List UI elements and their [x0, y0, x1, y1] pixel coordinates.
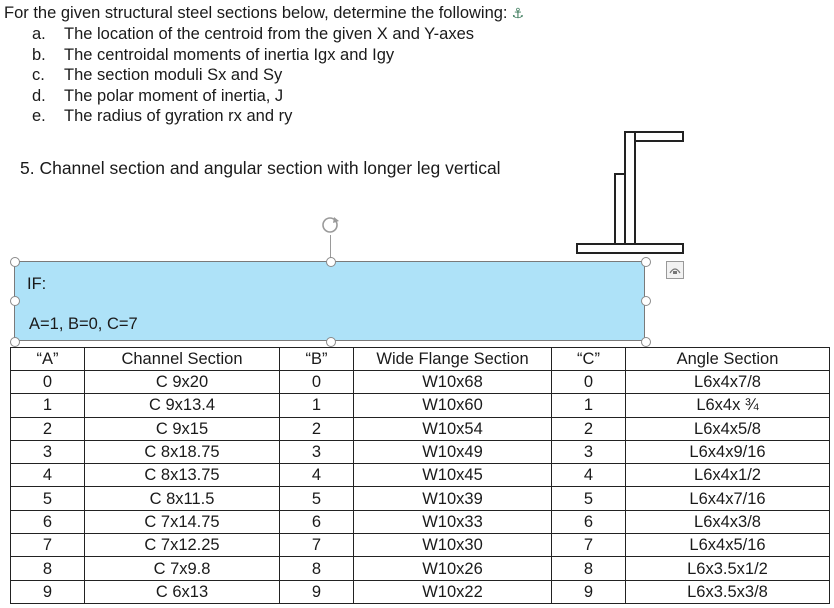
table-cell: L6x4x5/8 [626, 417, 830, 440]
table-cell: L6x4x7/8 [626, 371, 830, 394]
header-b: “B” [280, 348, 354, 371]
table-cell: 0 [11, 371, 85, 394]
table-cell: 8 [552, 557, 626, 580]
table-cell: 6 [552, 510, 626, 533]
table-cell: 1 [552, 394, 626, 417]
table-cell: C 7x9.8 [85, 557, 280, 580]
table-cell: W10x54 [354, 417, 552, 440]
header-wide-flange: Wide Flange Section [354, 348, 552, 371]
table-cell: L6x3.5x3/8 [626, 580, 830, 603]
table-cell: 9 [11, 580, 85, 603]
table-cell: 1 [280, 394, 354, 417]
table-cell: L6x4x5/16 [626, 534, 830, 557]
resize-handle[interactable] [326, 257, 336, 267]
table-cell: W10x39 [354, 487, 552, 510]
table-row [11, 394, 830, 417]
table-cell: C 6x13 [85, 580, 280, 603]
table-cell: 1 [11, 394, 85, 417]
table-header-row [11, 348, 830, 371]
table-cell: L6x4x3/8 [626, 510, 830, 533]
table-cell: L6x3.5x1/2 [626, 557, 830, 580]
table-cell: L6x4x1/2 [626, 464, 830, 487]
table-cell: 5 [280, 487, 354, 510]
table-cell: W10x26 [354, 557, 552, 580]
resize-handle[interactable] [641, 296, 651, 306]
table-cell: W10x60 [354, 394, 552, 417]
table-cell: 6 [11, 510, 85, 533]
table-cell: C 9x15 [85, 417, 280, 440]
table-cell: 2 [552, 417, 626, 440]
resize-handle[interactable] [641, 257, 651, 267]
table-row [11, 580, 830, 603]
resize-handle[interactable] [10, 296, 20, 306]
table-cell: C 7x14.75 [85, 510, 280, 533]
table-row [11, 417, 830, 440]
table-cell: 3 [552, 440, 626, 463]
if-label: IF: [27, 275, 47, 293]
table-cell: W10x22 [354, 580, 552, 603]
table-cell: 2 [11, 417, 85, 440]
table-cell: 4 [11, 464, 85, 487]
table-cell: 6 [280, 510, 354, 533]
table-cell: 7 [552, 534, 626, 557]
list-item: b. The centroidal moments of inertia Igx and Igy [32, 45, 395, 64]
problem-statement: 5. Channel section and angular section with longer leg vertical [20, 158, 501, 178]
list-item: a. The location of the centroid from the given X and Y-axes [32, 25, 475, 43]
question-list [32, 24, 474, 127]
table-cell: 8 [11, 557, 85, 580]
table-cell: 8 [280, 557, 354, 580]
layout-options-icon[interactable] [666, 261, 684, 279]
resize-handle[interactable] [10, 337, 20, 347]
anchor-icon: ⚓ [511, 5, 525, 21]
table-cell: 0 [552, 371, 626, 394]
table-cell: 3 [11, 440, 85, 463]
resize-handle[interactable] [641, 337, 651, 347]
table-cell: 0 [280, 371, 354, 394]
table-row [11, 440, 830, 463]
header-c: “C” [552, 348, 626, 371]
resize-handle[interactable] [326, 337, 336, 347]
channel-web [625, 132, 635, 248]
intro-text: For the given structural steel sections below, determine the following: ⚓ [4, 4, 525, 22]
table-cell: C 9x13.4 [85, 394, 280, 417]
table-cell: 9 [552, 580, 626, 603]
table-row [11, 557, 830, 580]
table-cell: 7 [11, 534, 85, 557]
table-cell: 4 [280, 464, 354, 487]
table-cell: C 7x12.25 [85, 534, 280, 557]
table-cell: W10x33 [354, 510, 552, 533]
table-cell: 2 [280, 417, 354, 440]
angle-vertical-leg [615, 174, 625, 244]
table-cell: W10x49 [354, 440, 552, 463]
header-channel: Channel Section [85, 348, 280, 371]
table-cell: 5 [552, 487, 626, 510]
table-row [11, 510, 830, 533]
if-values: A=1, B=0, C=7 [29, 315, 138, 333]
channel-bottom-flange [577, 244, 683, 253]
header-a: “A” [11, 348, 85, 371]
table-cell: 7 [280, 534, 354, 557]
table-cell: W10x30 [354, 534, 552, 557]
table-cell: 3 [280, 440, 354, 463]
table-cell: W10x45 [354, 464, 552, 487]
table-row [11, 534, 830, 557]
list-item: d. The polar moment of inertia, J [32, 86, 284, 105]
header-angle: Angle Section [626, 348, 830, 371]
table-cell: W10x68 [354, 371, 552, 394]
list-item: e. The radius of gyration rx and ry [32, 107, 293, 126]
section-table [10, 347, 830, 604]
table-cell: 4 [552, 464, 626, 487]
table-cell: C 9x20 [85, 371, 280, 394]
table-row [11, 464, 830, 487]
conditions-textbox[interactable] [14, 261, 645, 341]
table-cell: 5 [11, 487, 85, 510]
table-row [11, 487, 830, 510]
table-cell: 9 [280, 580, 354, 603]
section-figure [575, 130, 685, 258]
table-cell: L6x4x ¾ [626, 394, 830, 417]
table-cell: C 8x13.75 [85, 464, 280, 487]
list-item: c. The section moduli Sx and Sy [32, 66, 283, 85]
table-cell: C 8x11.5 [85, 487, 280, 510]
table-cell: C 8x18.75 [85, 440, 280, 463]
table-cell: L6x4x9/16 [626, 440, 830, 463]
resize-handle[interactable] [10, 257, 20, 267]
rotate-handle-icon[interactable] [320, 215, 340, 235]
table-row [11, 371, 830, 394]
table-cell: L6x4x7/16 [626, 487, 830, 510]
